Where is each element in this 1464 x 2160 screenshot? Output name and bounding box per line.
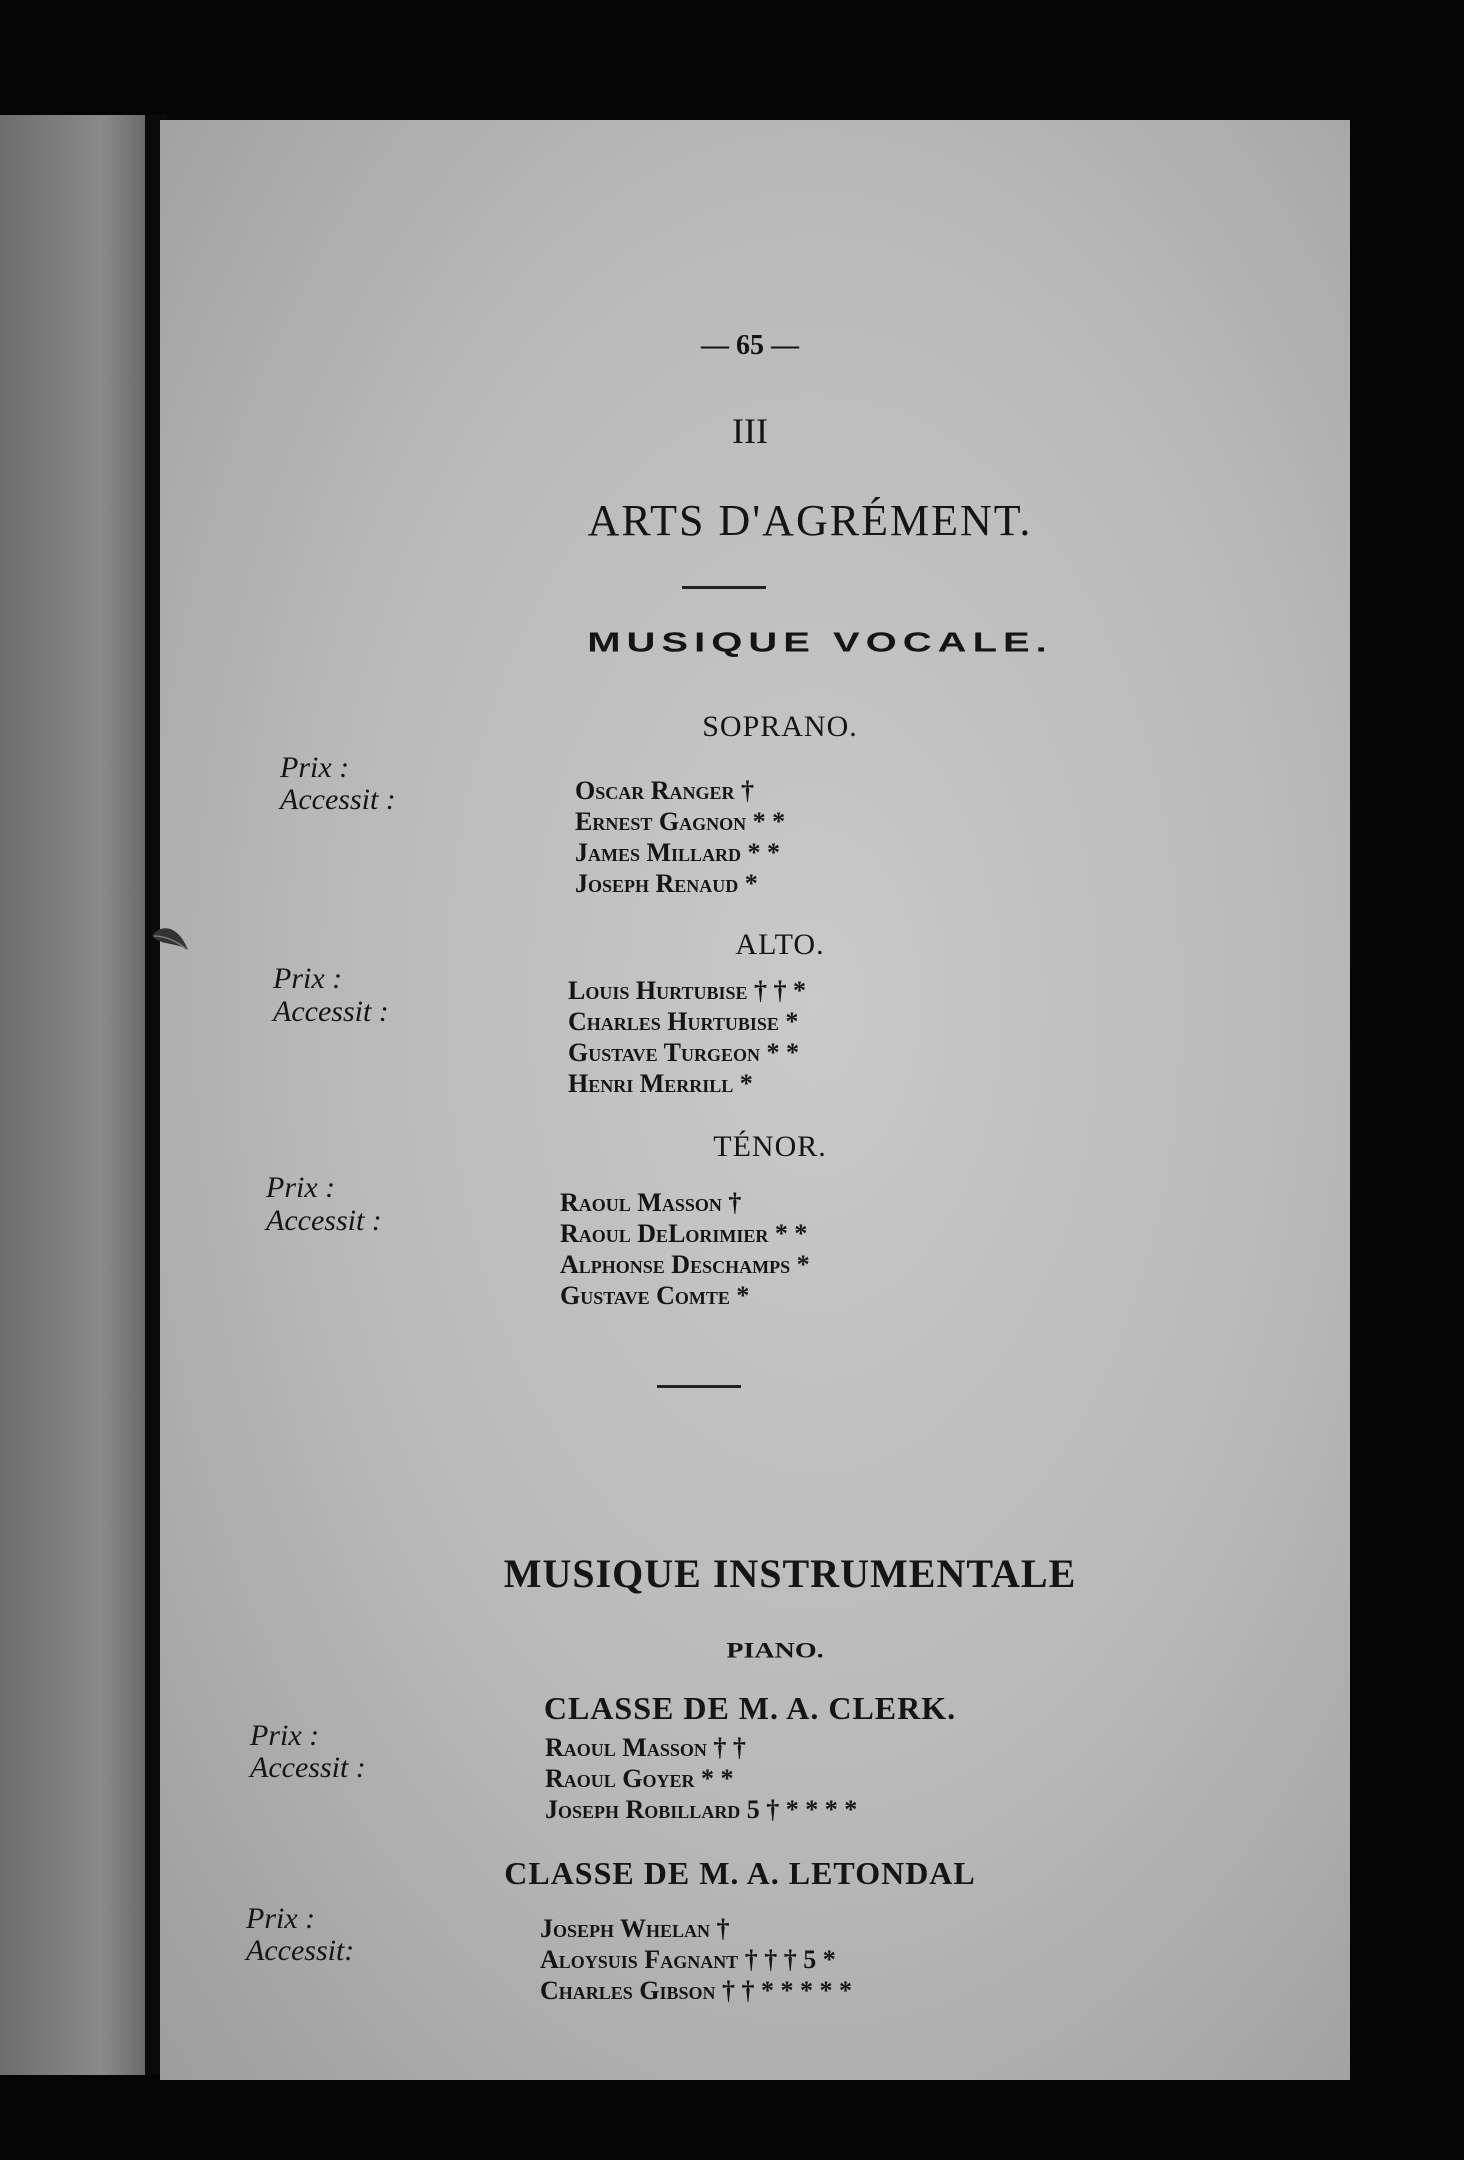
divider [682,586,766,589]
list-item: Henri Merrill * [568,1069,753,1098]
list-item: Louis Hurtubise † † * [568,976,806,1005]
prix-label: Prix : [266,1171,336,1204]
list-item: Gustave Turgeon * * [568,1038,799,1067]
list-item: Joseph Whelan † [540,1914,730,1943]
list-item: Raoul Goyer * * [545,1764,734,1793]
alto-heading: ALTO. [735,928,825,961]
vocal-music-title: MUSIQUE VOCALE. [587,626,1053,658]
leaf-ornament-icon [150,922,190,952]
prix-label: Prix : [246,1902,316,1935]
section-title: ARTS D'AGRÉMENT. [587,496,1033,545]
instrumental-music-title: MUSIQUE INSTRUMENTALE [503,1551,1077,1596]
soprano-heading: SOPRANO. [702,710,858,743]
tenor-names [560,1187,810,1311]
page-number: — 65 — [701,330,799,361]
accessit-label: Accessit : [250,1751,366,1784]
soprano-names [575,775,785,899]
document-page [160,120,1350,2080]
list-item: Charles Gibson † † * * * * * [540,1976,853,2005]
accessit-label: Accessit: [246,1934,355,1967]
accessit-label: Accessit : [280,783,396,816]
list-item: Ernest Gagnon * * [575,807,786,836]
tenor-heading: TÉNOR. [713,1130,827,1163]
clerk-class-names [545,1732,857,1825]
list-item: Aloysuis Fagnant † † † 5 * [540,1945,836,1974]
prix-label: Prix : [250,1719,320,1752]
list-item: Joseph Robillard 5 † * * * * [545,1795,858,1824]
accessit-label: Accessit : [266,1204,382,1237]
prix-label: Prix : [273,962,343,995]
part-numeral: III [732,411,768,451]
list-item: Raoul Masson † † [545,1733,746,1762]
list-item: Raoul Masson † [560,1188,742,1217]
divider [657,1385,741,1388]
list-item: Raoul DeLorimier * * [560,1219,808,1248]
list-item: James Millard * * [575,838,781,867]
prix-label: Prix : [280,751,350,784]
list-item: Oscar Ranger † [575,776,755,805]
list-item: Alphonse Deschamps * [560,1250,810,1279]
facing-page-edge [0,115,145,2075]
class-heading: CLASSE DE M. A. LETONDAL [504,1855,976,1891]
accessit-label: Accessit : [273,995,389,1028]
class-heading: CLASSE DE M. A. CLERK. [543,1690,957,1726]
list-item: Joseph Renaud * [575,869,758,898]
list-item: Charles Hurtubise * [568,1007,799,1036]
alto-names [568,975,806,1099]
piano-heading: PIANO. [726,1638,824,1663]
list-item: Gustave Comte * [560,1281,750,1310]
letondal-class-names [540,1913,852,2006]
